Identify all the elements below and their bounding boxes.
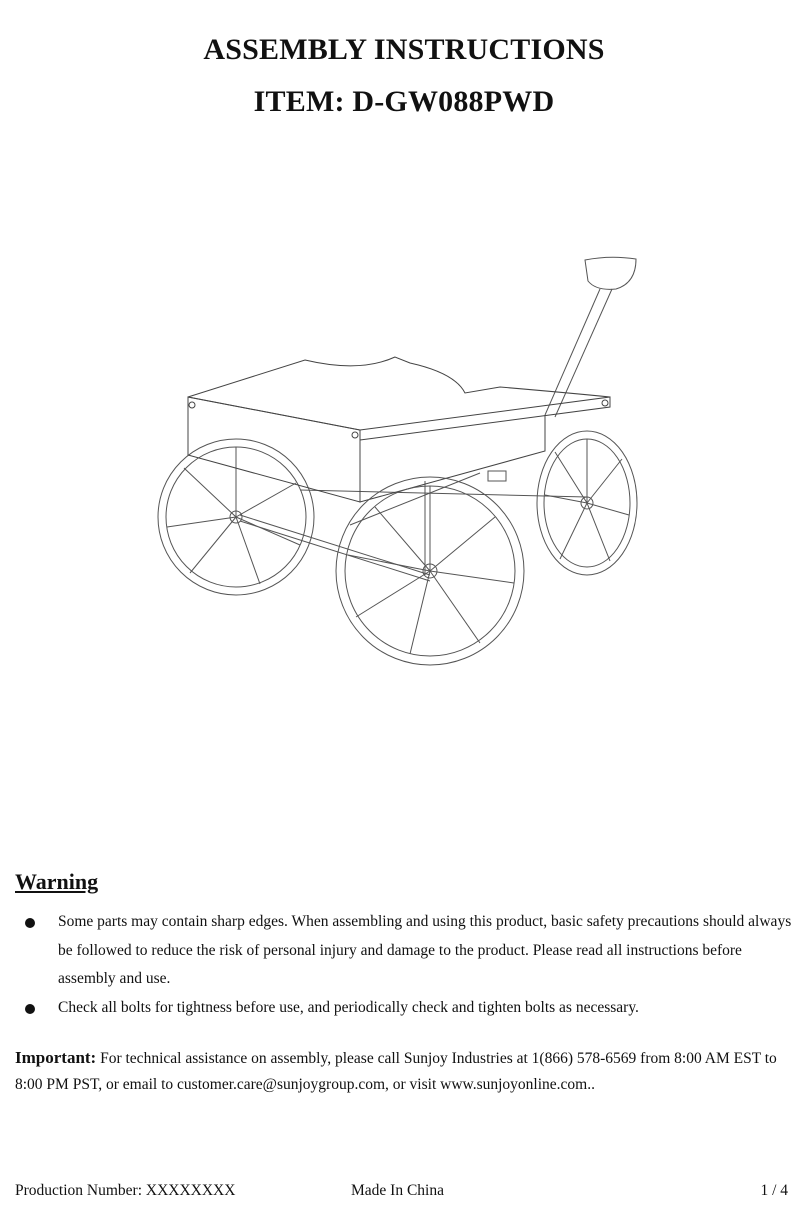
important-text: For technical assistance on assembly, please call Sunjoy Industries at 1(866) 578-6569 from 8:00 AM EST to 8:00 PM PST, or email to customer.care@sunjoygroup.com, or visit www.sunjoyonline.com..: [15, 1050, 777, 1093]
wagon-handle: [488, 257, 636, 481]
bullet-icon: [25, 1004, 35, 1014]
important-label: Important:: [15, 1048, 97, 1067]
wheel-rear-left: [158, 439, 314, 595]
warning-item: [22, 908, 792, 994]
item-number: ITEM: D-GW088PWD: [253, 85, 555, 118]
made-in: Made In China: [351, 1182, 444, 1199]
wheel-front-left: [336, 477, 524, 665]
warning-text: Some parts may contain sharp edges. When assembling and using this product, basic safety precautions should always be followed to reduce the risk of personal injury and damage to the product. Please read all instructions before assembly and use.: [58, 913, 792, 987]
warning-heading: Warning: [15, 869, 99, 894]
bullet-icon: [25, 918, 35, 928]
production-number: Production Number: XXXXXXXX: [15, 1182, 236, 1199]
important-notice: [15, 1045, 795, 1098]
warning-item: [22, 994, 792, 1023]
wagon-line-drawing-icon: [150, 245, 650, 675]
warning-list: [22, 908, 792, 1022]
warning-text: Check all bolts for tightness before use, and periodically check and tighten bolts as necessary.: [58, 998, 639, 1016]
document-title: ASSEMBLY INSTRUCTIONS: [203, 33, 605, 66]
wagon-illustration: [150, 245, 650, 675]
page-number: 1 / 4: [760, 1182, 788, 1199]
wheel-rear-right: [537, 431, 637, 575]
